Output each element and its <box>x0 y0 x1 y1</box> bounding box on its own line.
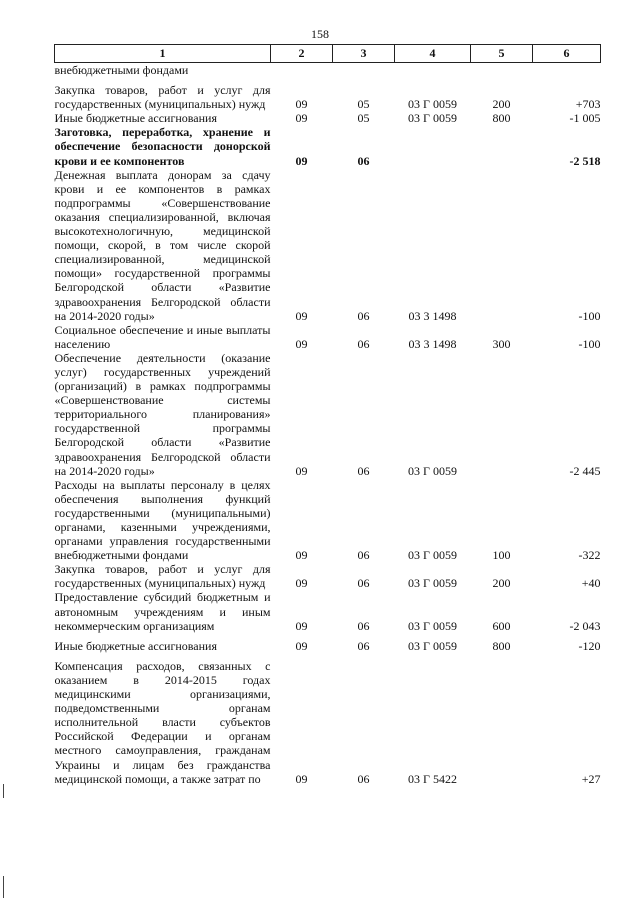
row-amount: +703 <box>575 97 601 112</box>
row-target-article: 03 Г 0059 <box>408 638 457 653</box>
table-row <box>55 125 601 167</box>
row-target-article: 03 Г 0059 <box>408 97 457 112</box>
row-subsection <box>333 63 395 78</box>
row-amount: -100 <box>578 308 601 323</box>
row-target-article: 03 3 1498 <box>408 308 457 323</box>
row-expense-type <box>471 653 533 786</box>
row-name: внебюджетными фондами <box>54 63 189 77</box>
margin-mark <box>3 876 4 898</box>
table-row <box>55 63 601 78</box>
table-row <box>55 351 601 478</box>
row-target-article <box>395 63 471 78</box>
table-row <box>55 168 601 323</box>
row-section: 09 <box>295 638 308 653</box>
row-name: Обеспечение деятельности (оказание услуг) государственных учреждений (организаций) в рамках подпрограммы «Совершенствование системы территориального планирования» государственной программы Белгородской области «Развитие здравоохранения Белгородской области на 2014-2020 годы» <box>54 350 271 478</box>
row-subsection: 06 <box>357 336 370 351</box>
row-expense-type <box>471 125 533 167</box>
row-expense-type: 100 <box>492 548 511 563</box>
row-subsection: 06 <box>357 463 370 478</box>
margin-mark <box>3 784 4 798</box>
row-section: 09 <box>295 618 308 633</box>
row-subsection: 05 <box>357 111 370 126</box>
row-name: Закупка товаров, работ и услуг для государственных (муниципальных) нужд <box>54 83 271 112</box>
row-target-article: 03 Г 0059 <box>408 111 457 126</box>
row-name: Компенсация расходов, связанных с оказанием в 2014-2015 годах медицинскими организациями, подведомственными органам исполнительной власти субъектов Российской Федерации и органам местного самоуправления, гражданам Украины и лицам без гражданства медицинской помощи, а также затрат по <box>54 658 271 786</box>
row-amount: +27 <box>581 771 601 786</box>
row-subsection: 06 <box>357 618 370 633</box>
column-header-1: 1 <box>55 45 271 63</box>
row-amount: -322 <box>578 548 601 563</box>
table-row <box>55 323 601 351</box>
row-name: Предоставление субсидий бюджетным и автономным учреждениям и иным некоммерческим организациям <box>54 590 271 633</box>
row-section: 09 <box>295 97 308 112</box>
budget-table <box>54 44 601 786</box>
row-section: 09 <box>295 463 308 478</box>
table-row <box>55 633 601 653</box>
row-target-article: 03 Г 0059 <box>408 463 457 478</box>
row-expense-type <box>471 351 533 478</box>
row-target-article <box>395 125 471 167</box>
row-name: Расходы на выплаты персоналу в целях обеспечения выполнения функций государственными (муниципальными) органами, казенными учреждениями, органами управления государственными внебюджетными фондами <box>54 477 271 563</box>
row-subsection: 06 <box>357 576 370 591</box>
column-header-2: 2 <box>271 45 333 63</box>
header-row <box>55 45 601 63</box>
row-subsection: 06 <box>357 153 370 168</box>
row-name: Закупка товаров, работ и услуг для государственных (муниципальных) нужд <box>54 562 271 591</box>
row-subsection: 06 <box>357 771 370 786</box>
row-subsection: 06 <box>357 308 370 323</box>
page-number: 158 <box>311 27 329 41</box>
row-section: 09 <box>295 153 308 168</box>
row-section: 09 <box>295 576 308 591</box>
row-expense-type: 200 <box>492 576 511 591</box>
row-expense-type: 300 <box>492 336 511 351</box>
row-name: Иные бюджетные ассигнования <box>54 638 217 653</box>
table-row <box>55 478 601 563</box>
row-expense-type: 800 <box>492 111 511 126</box>
row-name: Заготовка, переработка, хранение и обеспечение безопасности донорской крови и ее компонентов <box>54 125 271 168</box>
row-name: Социальное обеспечение и иные выплаты населению <box>54 322 271 351</box>
row-subsection: 06 <box>357 548 370 563</box>
row-target-article: 03 Г 5422 <box>408 771 457 786</box>
row-amount <box>533 63 601 78</box>
row-target-article: 03 Г 0059 <box>408 576 457 591</box>
row-name: Иные бюджетные ассигнования <box>54 111 217 126</box>
row-amount: -1 005 <box>569 111 601 126</box>
row-amount: -100 <box>578 336 601 351</box>
row-section: 09 <box>295 336 308 351</box>
table-row <box>55 111 601 125</box>
row-section: 09 <box>295 111 308 126</box>
row-amount: -2 043 <box>569 618 601 633</box>
row-expense-type: 200 <box>492 97 511 112</box>
column-header-4: 4 <box>395 45 471 63</box>
column-header-3: 3 <box>333 45 395 63</box>
row-amount: -2 445 <box>569 463 601 478</box>
row-amount: -120 <box>578 638 601 653</box>
row-subsection: 06 <box>357 638 370 653</box>
column-header-5: 5 <box>471 45 533 63</box>
row-expense-type <box>471 63 533 78</box>
row-expense-type <box>471 168 533 323</box>
column-header-6: 6 <box>533 45 601 63</box>
row-subsection: 05 <box>357 97 370 112</box>
table-row <box>55 653 601 786</box>
row-name: Денежная выплата донорам за сдачу крови и ее компонентов в рамках подпрограммы «Совершенствование оказания специализированной, включая высокотехнологичную, медицинской помощи, скорой, в том числе скорой специализированной, медицинской помощи» государственной программы Белгородской области «Развитие здравоохранения Белгородской области на 2014-2020 годы» <box>54 167 271 323</box>
row-expense-type: 800 <box>492 638 511 653</box>
row-expense-type: 600 <box>492 618 511 633</box>
table-row <box>55 590 601 632</box>
row-target-article: 03 3 1498 <box>408 336 457 351</box>
row-section: 09 <box>295 308 308 323</box>
table-row <box>55 77 601 111</box>
row-section <box>271 63 333 78</box>
row-target-article: 03 Г 0059 <box>408 618 457 633</box>
row-target-article: 03 Г 0059 <box>408 548 457 563</box>
table-row <box>55 562 601 590</box>
row-amount: -2 518 <box>569 153 601 168</box>
row-section: 09 <box>295 771 308 786</box>
row-section: 09 <box>295 548 308 563</box>
row-amount: +40 <box>581 576 601 591</box>
